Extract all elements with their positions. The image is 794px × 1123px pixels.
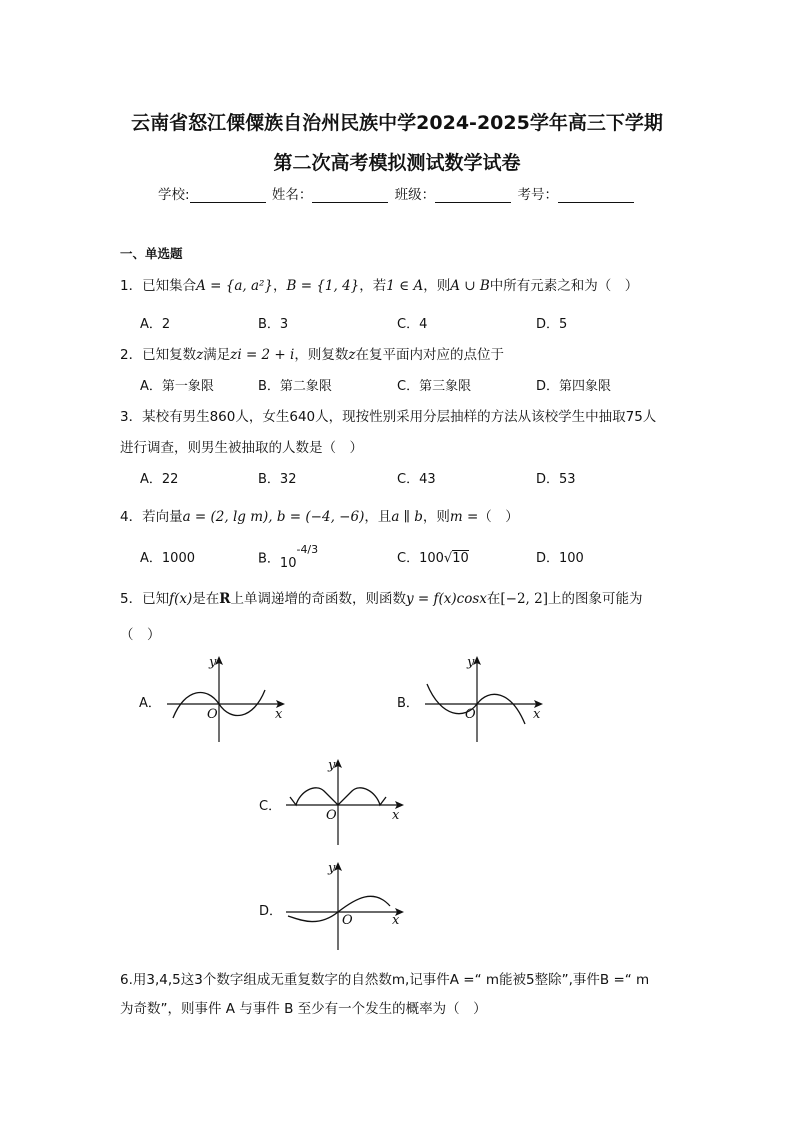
y-label: y [209,655,217,670]
q2-option-b [258,375,332,394]
graph-d [284,858,409,950]
question-2 [120,343,504,363]
exam-no-label: 考号： [517,187,558,203]
option-label: D． [536,317,560,332]
equation: zi = 2 + i [230,347,295,363]
option-label: B． [258,472,280,487]
option-label: A． [140,551,162,566]
option-value: 1000 [161,551,195,566]
q4-option-a [140,547,195,566]
option-label: A． [140,472,162,487]
q3-option-a [140,468,178,487]
option-label: D． [536,379,560,394]
option-value: 22 [161,472,179,487]
school-label: 学校: [158,187,190,203]
q4-text: ，且 [364,509,392,525]
section-heading: 一、单选题 [120,246,183,261]
set-a: A = {a, a²} [196,278,274,294]
graph-a [165,652,290,744]
q5-text: 上单调递增的奇函数，则函数 [230,591,406,607]
q2-text: 满足 [203,347,231,363]
q1-text: ，若 [359,278,387,294]
exam-no-blank [558,188,634,203]
option-label: A． [140,317,162,332]
y-label: y [467,655,475,670]
option-value: 第二象限 [279,379,332,394]
origin-label: O [326,808,337,823]
option-label: D． [536,551,560,566]
question-4 [120,505,519,525]
option-value: 3 [279,317,289,332]
q3-line1: 某校有男生860人，女生640人，现按性别采用分层抽样的方法从该校学生中抽取75人 [142,409,657,425]
question-3 [120,405,656,425]
option-label: C． [397,551,420,566]
student-info-line [0,183,794,203]
page-title-line1: 云南省怒江傈僳族自治州民族中学2024-2025学年高三下学期 [131,112,663,134]
q3-option-c [397,468,436,487]
graph-b [423,652,548,744]
option-label: C． [397,317,420,332]
option-label: C． [397,472,420,487]
y-label: y [328,758,336,773]
option-label: C． [397,379,420,394]
question-number: 5． [120,591,143,607]
y-label: y [328,861,336,876]
q5-text: 上的图象可能为 [548,591,643,607]
option-value: 第四象限 [559,379,612,394]
question-1 [120,274,638,294]
set-b: B = {1, 4} [286,278,360,294]
q1-option-c [397,313,427,332]
parallel-expression: a ∥ b [391,509,423,525]
radical-coefficient: 100 [419,551,444,566]
origin-label: O [342,913,353,928]
school-blank [190,188,266,203]
option-value: 2 [161,317,171,332]
q1-option-a [140,313,170,332]
radicand: 10 [452,551,469,566]
question-6-line2: 为奇数”，则事件 A 与事件 B 至少有一个发生的概率为（ ） [120,1001,487,1017]
question-number: 2． [120,347,143,363]
option-value: 32 [279,472,297,487]
graph-c [284,755,409,847]
name-blank [312,188,388,203]
graph-a-label: A． [139,696,161,711]
question-number: 1． [120,278,143,294]
class-label: 班级： [394,187,436,203]
q2-option-a [140,375,214,394]
x-label: x [275,707,283,722]
graph-b-label: B． [397,696,419,711]
option-value: 43 [419,472,436,487]
option-value: 5 [559,317,568,332]
union-expression: A ∪ B [450,278,490,294]
question-number: 4． [120,509,143,525]
x-label: x [392,913,400,928]
q2-option-c [397,375,471,394]
variable-m: m = [449,509,479,525]
q1-text: 已知集合 [142,278,197,294]
q2-text: 在复平面内对应的点位于 [355,347,504,363]
q4-option-b [258,543,319,572]
function-f: f(x) [169,591,193,607]
question-5 [120,587,643,607]
q4-text: ，则 [422,509,450,525]
option-value: 53 [559,472,576,487]
vector-expression: a = (2, lg m), b = (−4, −6) [182,509,365,525]
option-label: B． [258,317,280,332]
option-label: A． [140,379,162,394]
curve [288,896,390,921]
power-exponent: -4/3 [296,543,319,556]
graph-c-label: C． [259,799,282,814]
q3-line2: 进行调查，则男生被抽取的人数是（ ） [120,440,363,456]
option-label: D． [536,472,560,487]
option-label: B． [258,551,280,567]
q1-option-d [536,313,567,332]
origin-label: O [465,707,476,722]
option-value: 第三象限 [419,379,472,394]
q5-paren: （ ） [120,627,161,643]
q2-text: ，则复数 [294,347,349,363]
separator: ， [273,278,287,294]
question-number: 3． [120,409,143,425]
option-value: 第一象限 [161,379,214,394]
q2-text: 已知复数 [142,347,197,363]
q5-text: 是在 [192,591,220,607]
page-title-line2: 第二次高考模拟测试数学试卷 [273,152,521,174]
q2-option-d [536,375,611,394]
q1-option-b [258,313,288,332]
condition: 1 ∈ A [386,278,424,294]
q1-text: 中所有元素之和为（ ） [489,278,639,294]
variable-z: z [348,347,356,363]
x-label: x [533,707,541,722]
q4-text: 若向量 [142,509,183,525]
q1-text: ，则 [423,278,451,294]
option-value: 4 [419,317,428,332]
x-label: x [392,808,400,823]
function-expression: y = f(x)cosx [405,591,487,607]
real-numbers: R [219,591,231,607]
origin-label: O [207,707,218,722]
sqrt-symbol: √ [443,551,453,566]
q4-text: （ ） [478,509,519,525]
name-label: 姓名： [271,187,313,203]
q3-option-d [536,468,576,487]
question-6-line1: 6.用3,4,5这3个数字组成无重复数字的自然数m,记事件A =“ m能被5整除”,事件B =“ m [120,972,650,988]
option-value: 100 [559,551,584,566]
graph-d-label: D． [259,904,283,919]
q5-text: 在 [486,591,501,607]
variable-z: z [196,347,204,363]
q3-option-b [258,468,296,487]
q4-option-c [397,547,469,566]
option-label: B． [258,379,280,394]
interval: [−2, 2] [500,591,548,607]
power-base: 10 [279,556,297,572]
class-blank [435,188,511,203]
q5-text: 已知 [142,591,170,607]
q4-option-d [536,547,584,566]
